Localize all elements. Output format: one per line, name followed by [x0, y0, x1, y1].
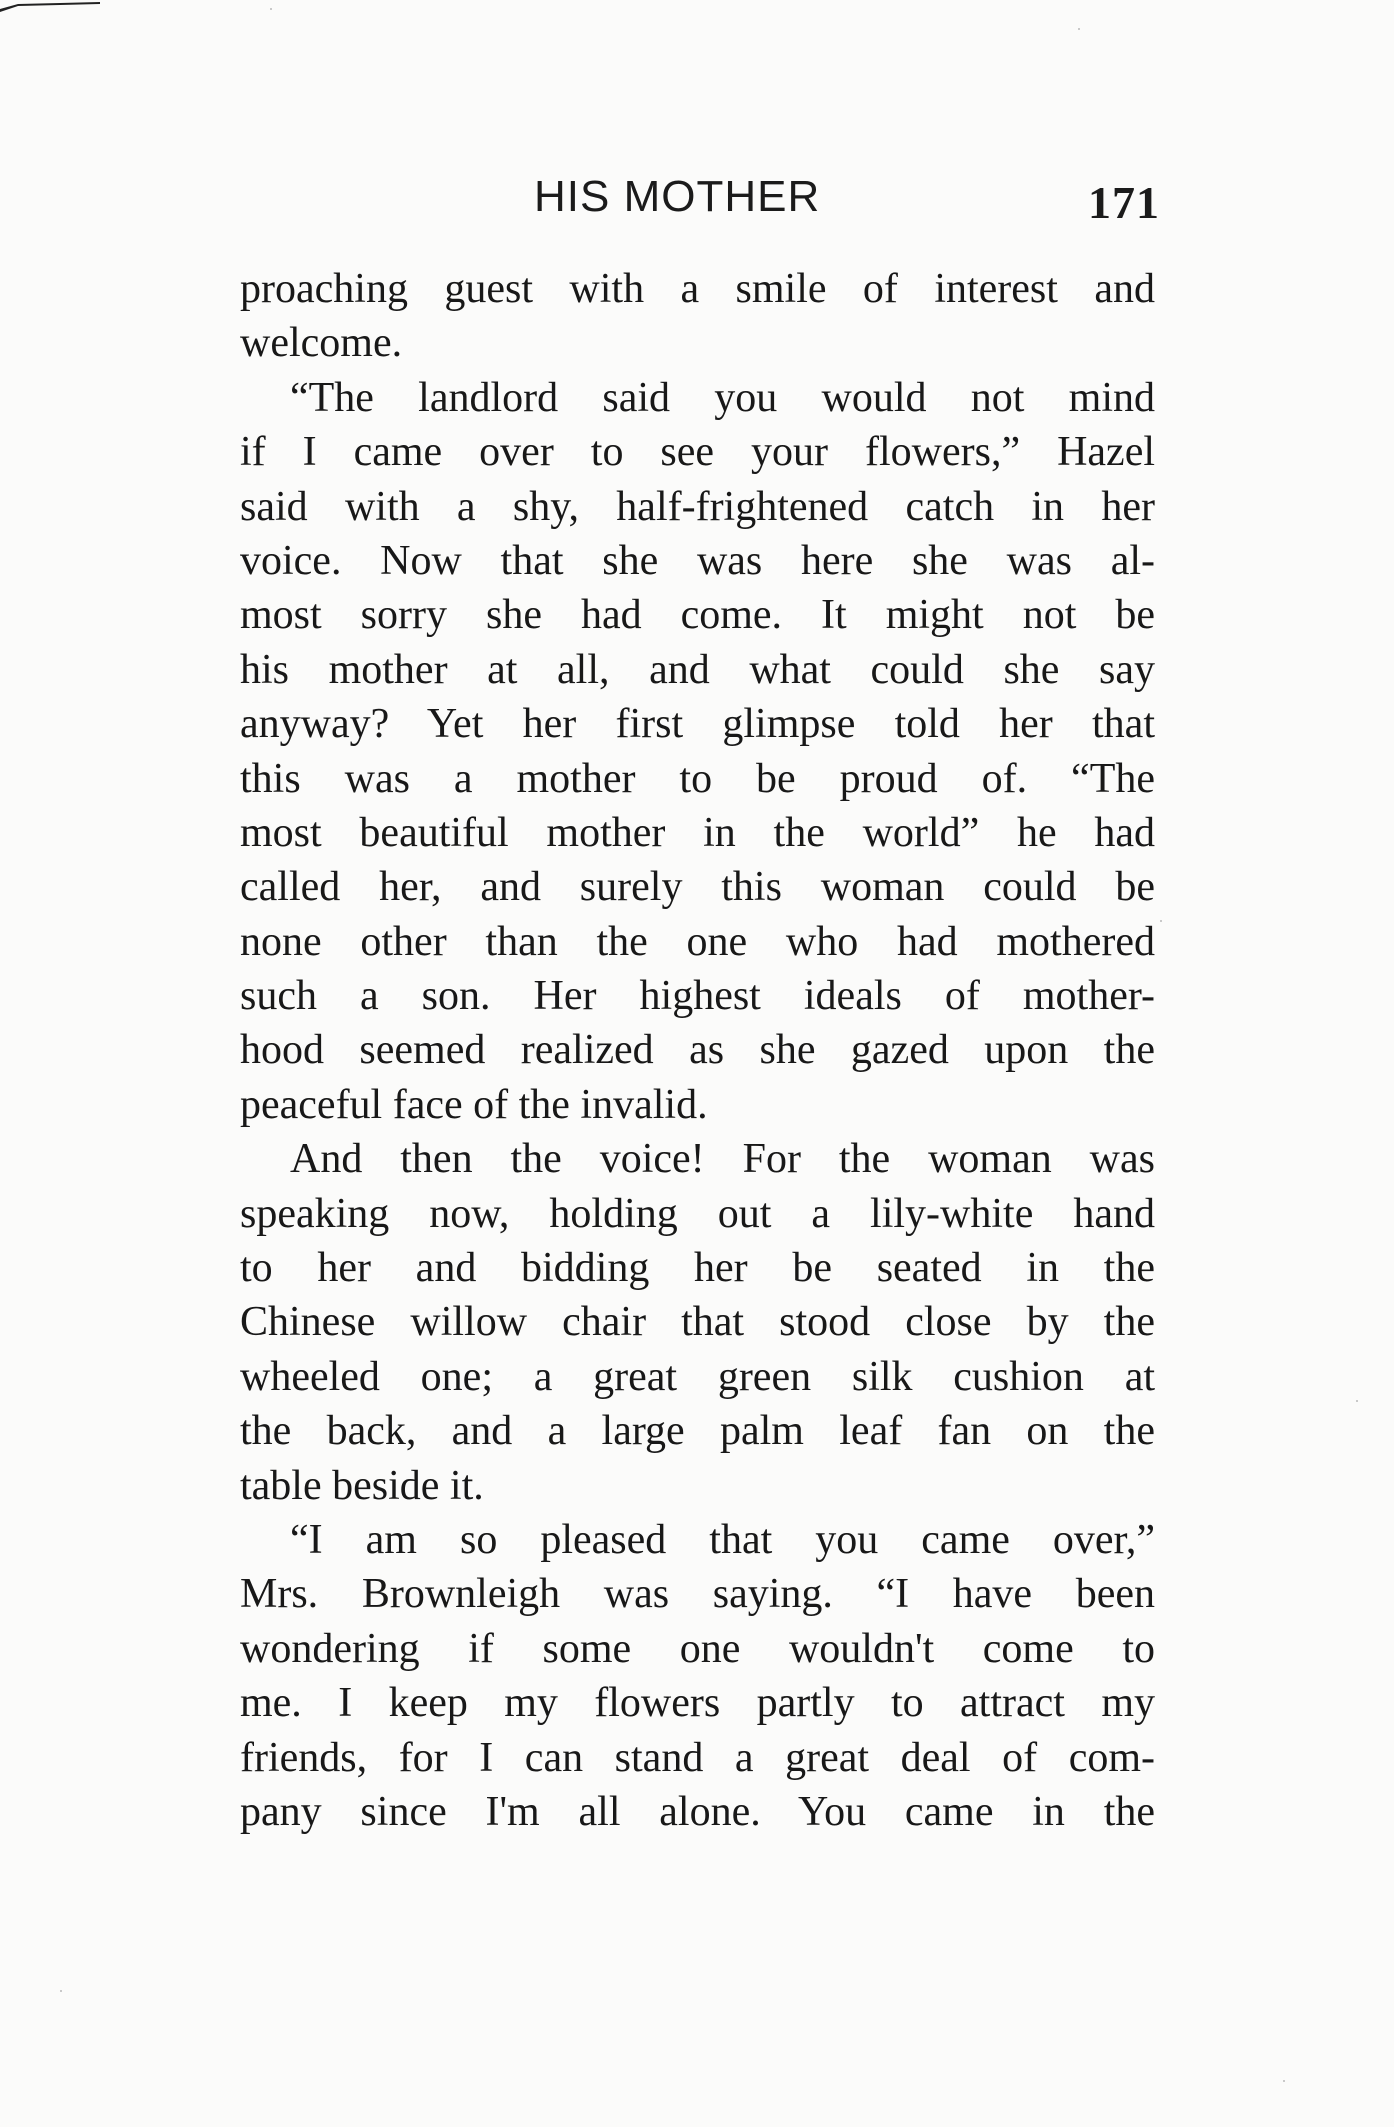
text-line: “I am so pleased that you came over,” [290, 1516, 1155, 1563]
text-line: most sorry she had come. It might not be [240, 592, 1155, 639]
text-line: most beautiful mother in the world” he had [240, 809, 1155, 856]
text-line: to her and bidding her be seated in the [240, 1245, 1155, 1292]
paper-speck [1160, 920, 1162, 922]
text-line: if I came over to see your flowers,” Hazel [240, 429, 1155, 476]
text-line: such a son. Her highest ideals of mother- [240, 973, 1155, 1020]
text-line: none other than the one who had mothered [240, 918, 1155, 965]
text-line: wondering if some one wouldn't come to [240, 1625, 1155, 1672]
text-line: said with a shy, half-frightened catch in her [240, 483, 1155, 530]
paper-speck [1078, 28, 1080, 30]
text-line: called her, and surely this woman could be [240, 864, 1155, 911]
text-line: his mother at all, and what could she say [240, 646, 1155, 693]
paper-speck [1356, 1400, 1358, 1402]
text-line: “The landlord said you would not mind [290, 374, 1155, 421]
scan-edge-mark [0, 0, 100, 12]
body-text [240, 262, 1155, 1839]
text-line: voice. Now that she was here she was al- [240, 537, 1155, 584]
text-line: the back, and a large palm leaf fan on the [240, 1408, 1155, 1455]
text-line: Mrs. Brownleigh was saying. “I have been [240, 1571, 1155, 1618]
text-line: welcome. [240, 320, 403, 367]
text-line: And then the voice! For the woman was [290, 1136, 1155, 1183]
text-line: proaching guest with a smile of interest and [240, 266, 1155, 312]
text-line: Chinese willow chair that stood close by the [240, 1299, 1155, 1346]
text-line: this was a mother to be proud of. “The [240, 755, 1155, 802]
text-line: me. I keep my flowers partly to attract my [240, 1680, 1155, 1727]
running-head [240, 172, 1160, 232]
text-line: wheeled one; a great green silk cushion at [240, 1353, 1155, 1400]
text-line: table beside it. [240, 1462, 484, 1509]
paper-speck [1283, 2080, 1285, 2082]
text-line: anyway? Yet her first glimpse told her that [240, 701, 1155, 748]
text-line: pany since I'm all alone. You came in the [240, 1788, 1155, 1835]
text-line: friends, for I can stand a great deal of com- [240, 1734, 1155, 1781]
page-number: 171 [1088, 177, 1160, 228]
paper-speck [270, 8, 272, 10]
text-line: peaceful face of the invalid. [240, 1081, 708, 1128]
text-line: hood seemed realized as she gazed upon the [240, 1027, 1155, 1074]
text-line: speaking now, holding out a lily-white hand [240, 1190, 1155, 1237]
paper-speck [60, 1990, 62, 1992]
running-title: HIS MOTHER [534, 172, 821, 221]
